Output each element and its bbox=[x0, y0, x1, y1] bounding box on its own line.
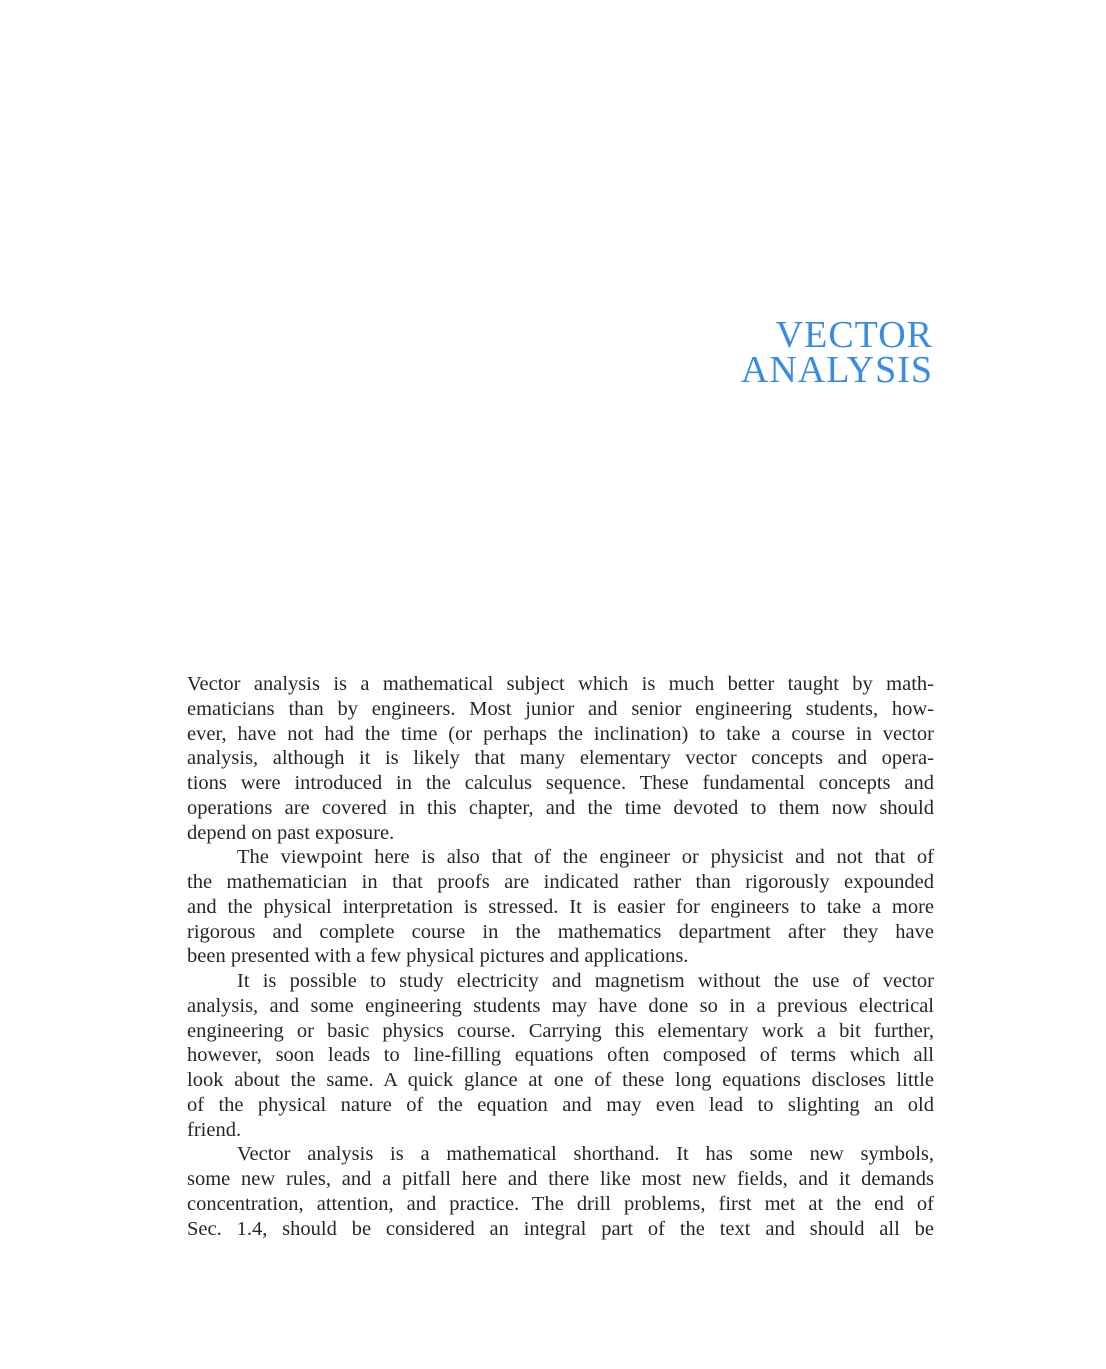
text-line: some new rules, and a pitfall here and there like most new fields, and it demands bbox=[187, 1168, 934, 1190]
text-line: analysis, and some engineering students may have done so in a previous electrical bbox=[187, 994, 934, 1017]
text-line: It is possible to study electricity and magnetism without the use of vector bbox=[237, 970, 934, 992]
paragraph-1 bbox=[187, 672, 934, 845]
chapter-title-line-2: ANALYSIS bbox=[740, 349, 933, 391]
text-line: ematicians than by engineers. Most junior and senior engineering students, how- bbox=[187, 697, 934, 720]
text-line: Vector analysis is a mathematical subject which is much better taught by math- bbox=[187, 673, 934, 695]
text-line: The viewpoint here is also that of the engineer or physicist and not that of bbox=[237, 846, 934, 869]
text-line: ever, have not had the time (or perhaps the inclination) to take a course in vector bbox=[187, 722, 934, 745]
text-line: operations are covered in this chapter, and the time devoted to them now should bbox=[187, 796, 934, 819]
text-line: concentration, attention, and practice. The drill problems, first met at the end of bbox=[187, 1192, 934, 1215]
chapter-title bbox=[740, 314, 933, 391]
text-line: the mathematician in that proofs are indicated rather than rigorously expounded bbox=[187, 871, 934, 893]
text-line: engineering or basic physics course. Carrying this elementary work a bit further, bbox=[187, 1019, 934, 1042]
paragraph-4 bbox=[187, 1142, 934, 1241]
text-line: analysis, although it is likely that many elementary vector concepts and opera- bbox=[187, 747, 934, 770]
text-line: and the physical interpretation is stressed. It is easier for engineers to take a more bbox=[187, 895, 934, 918]
text-line: tions were introduced in the calculus sequence. These fundamental concepts and bbox=[187, 772, 934, 794]
text-line: friend. bbox=[187, 1118, 242, 1141]
text-line: depend on past exposure. bbox=[187, 821, 395, 844]
text-line: Sec. 1.4, should be considered an integral part of the text and should all be bbox=[187, 1217, 934, 1240]
text-line: of the physical nature of the equation and may even lead to slighting an old bbox=[187, 1093, 934, 1116]
paragraph-2 bbox=[187, 845, 934, 969]
chapter-intro-text bbox=[187, 672, 934, 1241]
text-line: however, soon leads to line-filling equations often composed of terms which all bbox=[187, 1044, 934, 1067]
text-line: look about the same. A quick glance at one of these long equations discloses little bbox=[187, 1069, 934, 1091]
text-line: rigorous and complete course in the mathematics department after they have bbox=[187, 920, 934, 943]
chapter-title-line-1: VECTOR bbox=[775, 314, 933, 356]
paragraph-3 bbox=[187, 969, 934, 1142]
text-line: Vector analysis is a mathematical shorthand. It has some new symbols, bbox=[237, 1143, 934, 1166]
text-line: been presented with a few physical pictures and applications. bbox=[187, 945, 689, 968]
